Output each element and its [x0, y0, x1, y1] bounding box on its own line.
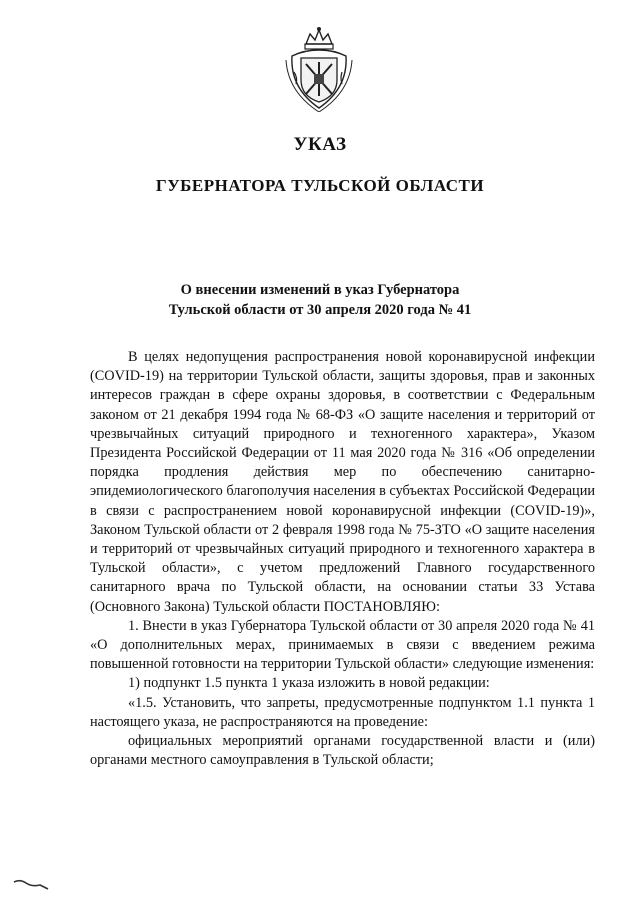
- preamble-paragraph: В целях недопущения распространения новой коронавирусной инфекции (COVID-19) на территории Тульской области, защиты здоровья, прав и законных интересов граждан в сфере охраны здоровья, в соответствии с Федеральным законом от 21 декабря 1994 года № 68-ФЗ «О защите населения и территорий от чрезвычайных ситуаций природного и техногенного характера», Указом Президента Российской Федерации от 11 мая 2020 года № 316 «Об определении порядка продления действия мер по обеспечению санитарно-эпидемиологического благополучия населения в субъектах Российской Федерации в связи с распространением новой коронавирусной инфекции (COVID-19)», Законом Тульской области от 2 февраля 1998 года № 75-ЗТО «О защите населения и территорий от чрезвычайных ситуаций природного и техногенного характера в Тульской области», с учетом предложений Главного государственного санитарного врача по Тульской области, на основании статьи 33 Устава (Основного Закона) Тульской области ПОСТАНОВЛЯЮ:: [90, 349, 595, 615]
- paragraph-clause-1-5: «1.5. Установить, что запреты, предусмотренные подпунктом 1.1 пункта 1 настоящего указа, не распространяются на проведение:: [90, 694, 595, 730]
- subject-line-1: О внесении изменений в указ Губернатора: [180, 282, 460, 298]
- document-body: [90, 348, 595, 770]
- scan-mark-icon: [12, 876, 52, 892]
- paragraph-exception: официальных мероприятий органами государственной власти и (или) органами местного самоуправления в Тульской области;: [90, 733, 595, 769]
- document-title: УКАЗ: [293, 134, 347, 155]
- paragraph-subitem-1: 1) подпункт 1.5 пункта 1 указа изложить в новой редакции:: [128, 675, 490, 692]
- document-issuer: ГУБЕРНАТОРА ТУЛЬСКОЙ ОБЛАСТИ: [155, 176, 485, 195]
- paragraph-item-1: 1. Внести в указ Губернатора Тульской области от 30 апреля 2020 года № 41 «О дополнительных мерах, принимаемых в связи с введением режима повышенной готовности на территории Тульской области» следующие изменения:: [90, 617, 595, 673]
- document-subject: [100, 280, 540, 320]
- subject-line-2: Тульской области от 30 апреля 2020 года № 41: [168, 302, 472, 318]
- coat-of-arms-icon: [284, 26, 354, 112]
